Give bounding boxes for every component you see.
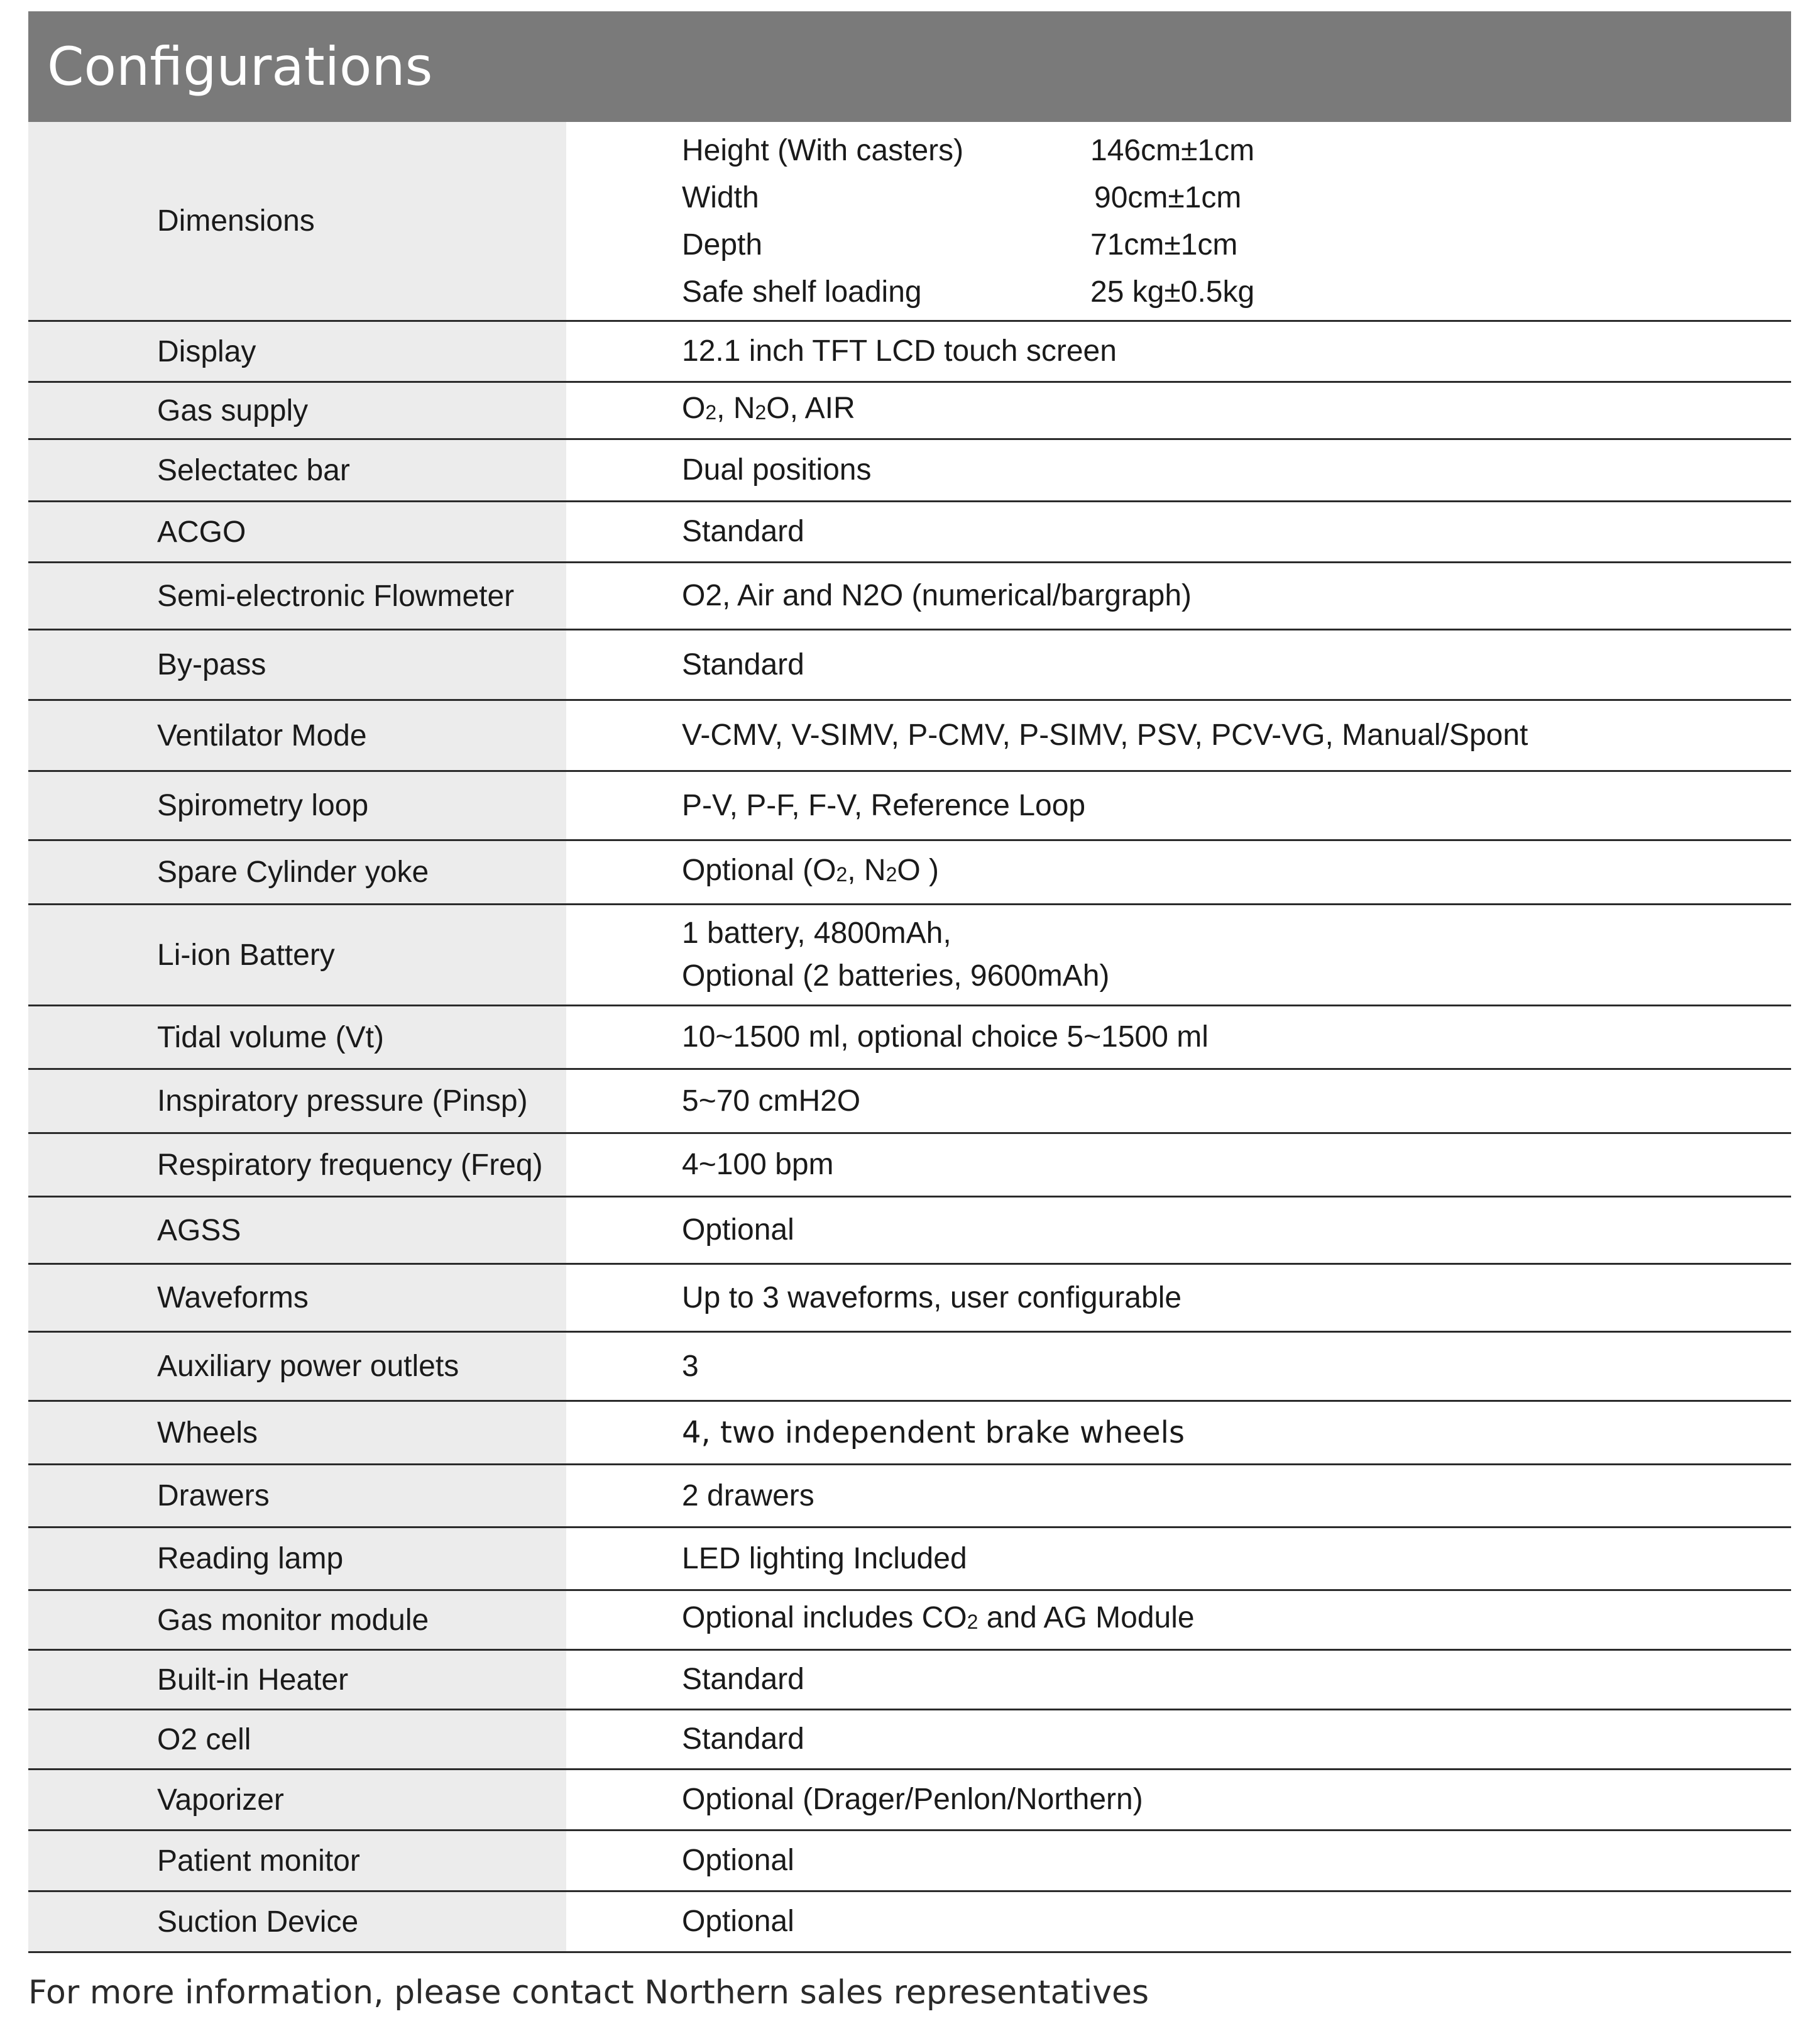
dimension-name: Depth bbox=[682, 228, 763, 262]
dimension-value: 71cm±1cm bbox=[1090, 228, 1238, 262]
row-value-text: 5~70 cmH2O bbox=[682, 1084, 861, 1118]
row-value-text bbox=[682, 1597, 1791, 1643]
row-value bbox=[566, 1070, 1791, 1132]
row-value bbox=[566, 440, 1791, 500]
spec-row bbox=[28, 905, 1791, 1006]
row-value bbox=[566, 1710, 1791, 1768]
row-label: ACGO bbox=[28, 502, 566, 561]
row-value bbox=[566, 1528, 1791, 1589]
value-fragment: Optional (O bbox=[682, 853, 836, 887]
dimension-name: Width bbox=[682, 180, 759, 214]
spec-row bbox=[28, 1465, 1791, 1528]
row-value bbox=[566, 383, 1791, 438]
row-value bbox=[566, 1831, 1791, 1890]
spec-row bbox=[28, 1770, 1791, 1831]
row-label: Gas supply bbox=[28, 383, 566, 438]
row-label: Suction Device bbox=[28, 1892, 566, 1951]
row-value-text: Standard bbox=[682, 1722, 804, 1756]
row-value-text: Up to 3 waveforms, user configurable bbox=[682, 1280, 1182, 1314]
row-value bbox=[566, 563, 1791, 629]
dimension-name: Safe shelf loading bbox=[682, 275, 922, 309]
row-value-text: Optional bbox=[682, 1213, 794, 1247]
row-dimensions bbox=[28, 122, 1791, 322]
spec-row bbox=[28, 563, 1791, 630]
value-fragment: O, AIR bbox=[766, 392, 855, 425]
row-value bbox=[566, 1465, 1791, 1526]
row-value bbox=[566, 1006, 1791, 1068]
row-value-text: Dual positions bbox=[682, 453, 872, 487]
dimension-name: Height (With casters) bbox=[682, 133, 964, 167]
row-value-text: Optional bbox=[682, 1844, 794, 1877]
dimension-value: 146cm±1cm bbox=[1090, 133, 1255, 167]
row-value-text: Standard bbox=[682, 647, 804, 681]
spec-row bbox=[28, 1528, 1791, 1591]
row-value-text: 12.1 inch TFT LCD touch screen bbox=[682, 334, 1117, 368]
value-fragment: , N bbox=[847, 853, 886, 887]
row-label: Spare Cylinder yoke bbox=[28, 841, 566, 903]
spec-row bbox=[28, 841, 1791, 905]
row-label: Semi-electronic Flowmeter bbox=[28, 563, 566, 629]
dimension-value: 25 kg±0.5kg bbox=[1090, 275, 1255, 309]
spec-row bbox=[28, 1333, 1791, 1402]
row-value bbox=[566, 841, 1791, 903]
spec-row bbox=[28, 1006, 1791, 1070]
spec-row bbox=[28, 502, 1791, 563]
row-value bbox=[566, 1651, 1791, 1709]
row-value-text bbox=[682, 849, 1791, 896]
row-label: Patient monitor bbox=[28, 1831, 566, 1890]
row-value-text: Standard bbox=[682, 515, 804, 548]
row-value-text: LED lighting Included bbox=[682, 1541, 967, 1575]
row-label: Spirometry loop bbox=[28, 772, 566, 839]
spec-row bbox=[28, 322, 1791, 383]
spec-row bbox=[28, 1892, 1791, 1953]
spec-row bbox=[28, 1265, 1791, 1333]
dimension-line bbox=[682, 268, 1791, 316]
subscript-digit: 2 bbox=[967, 1610, 979, 1633]
row-value bbox=[566, 1402, 1791, 1463]
spec-row bbox=[28, 1591, 1791, 1651]
row-value-text: 10~1500 ml, optional choice 5~1500 ml bbox=[682, 1020, 1209, 1054]
subscript-digit: 2 bbox=[836, 862, 848, 886]
row-value bbox=[566, 1265, 1791, 1331]
row-label: Reading lamp bbox=[28, 1528, 566, 1589]
row-value bbox=[566, 1770, 1791, 1829]
row-value-text: 3 bbox=[682, 1349, 699, 1383]
row-value-text: 4, two independent brake wheels bbox=[682, 1415, 1185, 1450]
row-label: Waveforms bbox=[28, 1265, 566, 1331]
row-value-line: 1 battery, 4800mAh, bbox=[682, 917, 951, 950]
footer-note: For more information, please contact Northern sales representatives bbox=[28, 1974, 1149, 2012]
spec-row bbox=[28, 772, 1791, 841]
dimension-value: 90cm±1cm bbox=[1094, 180, 1242, 214]
row-value bbox=[566, 1134, 1791, 1196]
row-label: By-pass bbox=[28, 630, 566, 699]
row-label: Tidal volume (Vt) bbox=[28, 1006, 566, 1068]
row-label: Display bbox=[28, 322, 566, 381]
row-label: Drawers bbox=[28, 1465, 566, 1526]
spec-row bbox=[28, 701, 1791, 772]
row-value-text bbox=[682, 387, 1791, 434]
spec-row bbox=[28, 440, 1791, 502]
row-label: Gas monitor module bbox=[28, 1591, 566, 1649]
subscript-digit: 2 bbox=[755, 401, 767, 424]
row-value-text: Optional (Drager/Penlon/Northern) bbox=[682, 1783, 1143, 1816]
row-label: O2 cell bbox=[28, 1710, 566, 1768]
row-value bbox=[566, 772, 1791, 839]
spec-row bbox=[28, 1070, 1791, 1134]
row-value-text: Optional bbox=[682, 1905, 794, 1938]
spec-row bbox=[28, 1651, 1791, 1710]
configurations-sheet bbox=[28, 11, 1791, 1953]
row-value-text: P-V, P-F, F-V, Reference Loop bbox=[682, 788, 1086, 822]
row-label: Auxiliary power outlets bbox=[28, 1333, 566, 1400]
row-label: Vaporizer bbox=[28, 1770, 566, 1829]
value-fragment: O ) bbox=[897, 853, 940, 887]
spec-row bbox=[28, 1197, 1791, 1265]
row-label: Wheels bbox=[28, 1402, 566, 1463]
page-title: Configurations bbox=[47, 36, 433, 97]
row-value bbox=[566, 701, 1791, 770]
row-label: Built-in Heater bbox=[28, 1651, 566, 1709]
row-value-line: Optional (2 batteries, 9600mAh) bbox=[682, 959, 1110, 993]
row-label: Li-ion Battery bbox=[28, 905, 566, 1005]
row-label: Dimensions bbox=[28, 122, 566, 320]
header-bar bbox=[28, 11, 1791, 122]
row-value-text: Standard bbox=[682, 1663, 804, 1696]
row-label: AGSS bbox=[28, 1197, 566, 1263]
dimension-line bbox=[682, 127, 1791, 174]
spec-row bbox=[28, 1831, 1791, 1892]
row-label: Respiratory frequency (Freq) bbox=[28, 1134, 566, 1196]
row-value-text: O2, Air and N2O (numerical/bargraph) bbox=[682, 579, 1192, 612]
spec-row bbox=[28, 1710, 1791, 1770]
spec-row bbox=[28, 1402, 1791, 1465]
row-value bbox=[566, 1197, 1791, 1263]
spec-row bbox=[28, 1134, 1791, 1197]
spec-row bbox=[28, 630, 1791, 701]
spec-row bbox=[28, 383, 1791, 440]
value-fragment: Optional includes CO bbox=[682, 1601, 967, 1634]
row-value-text: 4~100 bpm bbox=[682, 1148, 834, 1181]
subscript-digit: 2 bbox=[705, 401, 717, 424]
dimensions-values bbox=[566, 122, 1791, 320]
subscript-digit: 2 bbox=[885, 862, 897, 886]
row-value bbox=[566, 322, 1791, 381]
row-label: Ventilator Mode bbox=[28, 701, 566, 770]
value-fragment: and AG Module bbox=[978, 1601, 1195, 1634]
value-fragment: O bbox=[682, 392, 706, 425]
row-value bbox=[566, 1892, 1791, 1951]
value-fragment: , N bbox=[716, 392, 755, 425]
row-value-text: 2 drawers bbox=[682, 1478, 814, 1512]
row-value bbox=[566, 905, 1791, 1005]
row-label: Selectatec bar bbox=[28, 440, 566, 500]
row-value bbox=[566, 630, 1791, 699]
row-value bbox=[566, 502, 1791, 561]
dimension-line bbox=[682, 221, 1791, 268]
dimension-line bbox=[682, 174, 1791, 221]
row-value bbox=[566, 1333, 1791, 1400]
row-value-text: V-CMV, V-SIMV, P-CMV, P-SIMV, PSV, PCV-VG, Manual/Spont bbox=[682, 718, 1528, 752]
row-label: Inspiratory pressure (Pinsp) bbox=[28, 1070, 566, 1132]
spec-table bbox=[28, 322, 1791, 1953]
row-value bbox=[566, 1591, 1791, 1649]
